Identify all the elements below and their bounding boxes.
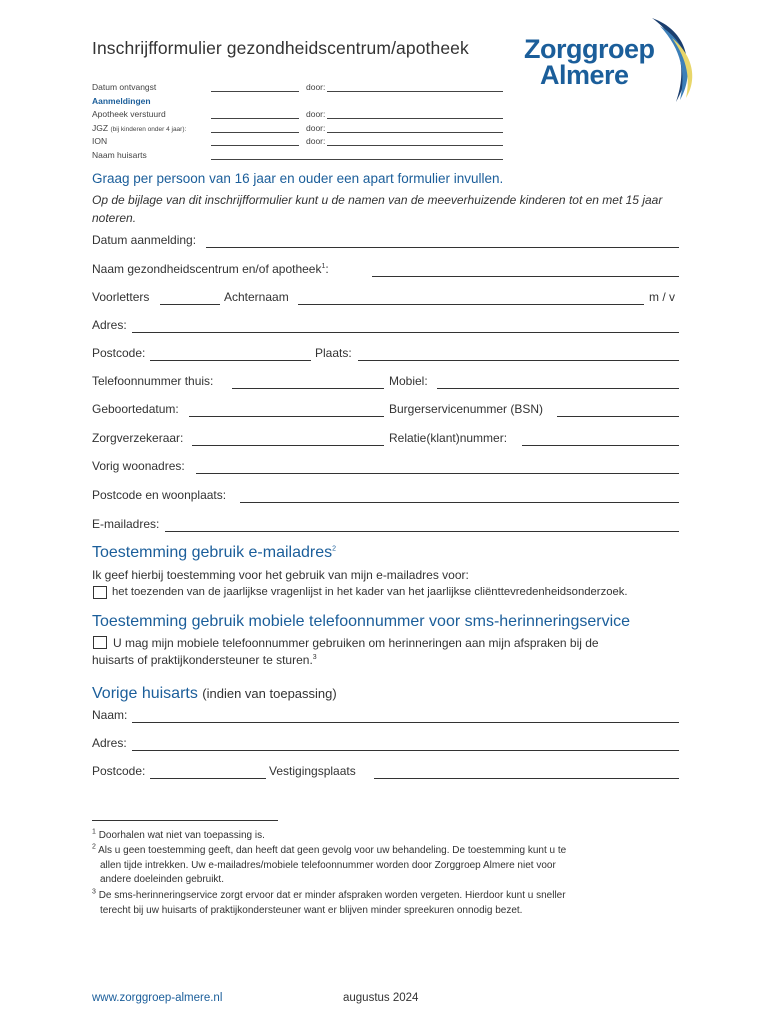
footnote-2-text-b: allen tijde intrekken. Uw e-mailadres/mobiele telefoonnummer worden door Zorggroep Almere niet voor xyxy=(100,859,556,871)
footnote-1 xyxy=(92,829,682,844)
datum-aanmelding-label: Datum aanmelding: xyxy=(92,233,197,247)
sms-consent-checkbox[interactable] xyxy=(93,636,107,649)
emailadres-input[interactable] xyxy=(165,531,679,532)
postcode-label: Postcode: xyxy=(92,346,146,360)
footnote-3 xyxy=(92,889,682,918)
vorige-huisarts-heading xyxy=(92,685,337,703)
field-telefoon xyxy=(92,374,679,394)
vorige-huisarts-heading-text: Vorige huisarts xyxy=(92,685,198,702)
geboortedatum-label: Geboortedatum: xyxy=(92,402,179,416)
footnote-divider xyxy=(92,820,278,821)
door-field[interactable] xyxy=(327,118,503,119)
sms-consent-heading: Toestemming gebruik mobiele telefoonnummer voor sms-herinneringservice xyxy=(92,613,631,630)
field-vh-postcode xyxy=(92,764,679,784)
vh-vestigingsplaats-input[interactable] xyxy=(374,778,679,779)
apotheek-verstuurd-label: Apotheek verstuurd xyxy=(92,109,166,120)
jgz-field[interactable] xyxy=(211,132,299,133)
achternaam-input[interactable] xyxy=(298,304,644,305)
door-field[interactable] xyxy=(327,91,503,92)
email-consent-text: Ik geef hierbij toestemming voor het gebruik van mijn e-mailadres voor: xyxy=(92,568,469,582)
vh-adres-input[interactable] xyxy=(132,750,679,751)
mobiel-input[interactable] xyxy=(437,388,679,389)
door-label: door: xyxy=(306,82,326,92)
footnote-3-text-a: De sms-herinneringservice zorgt ervoor dat er minder afspraken worden vergeten. Hierdoor kunt u sneller xyxy=(98,890,566,901)
footnote-1-text: Doorhalen wat niet van toepassing is. xyxy=(98,830,265,841)
footnote-3-line1 xyxy=(92,889,682,904)
naam-huisarts-label: Naam huisarts xyxy=(92,149,147,160)
vh-naam-label: Naam: xyxy=(92,708,128,722)
door-field[interactable] xyxy=(327,132,503,133)
jgz-label xyxy=(92,123,186,133)
datum-aanmelding-input[interactable] xyxy=(206,247,679,248)
vh-adres-label: Adres: xyxy=(92,736,127,750)
voorletters-input[interactable] xyxy=(160,304,220,305)
vh-vestigingsplaats-label: Vestigingsplaats xyxy=(269,764,356,778)
field-naam xyxy=(92,290,679,310)
footnote-ref: 3 xyxy=(312,654,317,661)
apotheek-verstuurd-field[interactable] xyxy=(211,118,299,119)
datum-ontvangst-label: Datum ontvangst xyxy=(92,82,157,92)
naam-huisarts-field[interactable] xyxy=(211,159,503,160)
bsn-input[interactable] xyxy=(557,416,679,417)
footnote-2-line1 xyxy=(92,844,682,859)
footnote-2-text-c: andere doeleinden gebruikt. xyxy=(100,874,224,885)
footnote-number: 2 xyxy=(92,843,96,851)
field-vh-naam xyxy=(92,708,679,728)
vh-postcode-input[interactable] xyxy=(150,778,266,779)
logo-text-line1: Zorggroep xyxy=(524,34,655,64)
achternaam-label: Achternaam xyxy=(224,290,289,304)
jgz-text: JGZ xyxy=(92,122,109,133)
datum-ontvangst-field[interactable] xyxy=(211,91,299,92)
field-vorig-woonadres xyxy=(92,459,679,479)
tel-thuis-label: Telefoonnummer thuis: xyxy=(92,374,214,388)
zorgverzekeraar-input[interactable] xyxy=(192,445,384,446)
vh-postcode-label: Postcode: xyxy=(92,764,146,778)
footnote-2-text-a: Als u geen toestemming geeft, dan heeft dat geen gevolg voor uw behandeling. De toestemming kunt u te xyxy=(98,845,567,856)
vorige-huisarts-note: (indien van toepassing) xyxy=(202,686,337,701)
field-postcode-plaats xyxy=(92,346,679,366)
naam-centrum-label xyxy=(92,262,329,276)
sms-consent-line2-text: huisarts of praktijkondersteuner te sturen. xyxy=(92,653,313,667)
footnote-3-text-b: terecht bij uw huisarts of praktijkondersteuner want er blijven minder spreekuren onnodig bezet. xyxy=(100,904,523,916)
naam-centrum-colon: : xyxy=(325,262,329,276)
form-title: Inschrijfformulier gezondheidscentrum/apotheek xyxy=(92,38,469,58)
plaats-input[interactable] xyxy=(358,360,679,361)
footer-url-link[interactable]: www.zorggroep-almere.nl xyxy=(92,992,223,1004)
field-verzekering xyxy=(92,431,679,451)
intro-text: Graag per persoon van 16 jaar en ouder een apart formulier invullen. xyxy=(92,171,504,186)
email-consent-option: het toezenden van de jaarlijkse vragenlijst in het kader van het jaarlijkse cliënttevredenheidsonderzoek. xyxy=(112,586,628,598)
ion-label: ION xyxy=(92,136,108,147)
footnote-number: 1 xyxy=(92,828,96,836)
note-text: Op de bijlage van dit inschrijfformulier kunt u de namen van de meeverhuizende kinderen tot en met 15 jaar noteren. xyxy=(92,193,663,225)
door-label: door: xyxy=(306,109,326,120)
zorgverzekeraar-label: Zorgverzekeraar: xyxy=(92,431,184,445)
email-consent-checkbox[interactable] xyxy=(93,586,107,599)
field-emailadres xyxy=(92,517,679,537)
field-datum-aanmelding xyxy=(92,233,679,253)
sms-consent-line2 xyxy=(92,653,317,667)
field-postcode-woonplaats xyxy=(92,488,679,508)
tel-thuis-input[interactable] xyxy=(232,388,384,389)
emailadres-label: E-mailadres: xyxy=(92,517,160,531)
ion-field[interactable] xyxy=(211,145,299,146)
door-label: door: xyxy=(306,136,326,147)
jgz-note: (bij kinderen onder 4 jaar): xyxy=(110,125,187,133)
mobiel-label: Mobiel: xyxy=(389,374,428,388)
adres-input[interactable] xyxy=(132,332,679,333)
relatienummer-label: Relatie(klant)nummer: xyxy=(389,431,508,445)
zorggroep-logo xyxy=(520,16,700,106)
voorletters-label: Voorletters xyxy=(92,290,150,304)
door-label: door: xyxy=(306,122,326,133)
geboortedatum-input[interactable] xyxy=(189,416,384,417)
sms-consent-line1: U mag mijn mobiele telefoonnummer gebruiken om herinneringen aan mijn afspraken bij de xyxy=(113,636,599,650)
field-geboorte-bsn xyxy=(92,402,679,422)
postcode-woonplaats-label: Postcode en woonplaats: xyxy=(92,488,227,502)
footnote-ref: 2 xyxy=(332,545,337,553)
adres-label: Adres: xyxy=(92,318,127,332)
relatienummer-input[interactable] xyxy=(522,445,679,446)
plaats-label: Plaats: xyxy=(315,346,352,360)
vh-naam-input[interactable] xyxy=(132,722,679,723)
postcode-input[interactable] xyxy=(150,360,311,361)
geslacht-option[interactable]: m / v xyxy=(649,290,675,304)
field-vh-adres xyxy=(92,736,679,756)
field-naam-centrum xyxy=(92,262,679,282)
naam-centrum-input[interactable] xyxy=(372,276,679,277)
bsn-label: Burgerservicenummer (BSN) xyxy=(389,402,544,416)
postcode-woonplaats-input[interactable] xyxy=(240,502,679,503)
footnote-number: 3 xyxy=(92,888,96,896)
footnote-2 xyxy=(92,844,682,888)
door-field[interactable] xyxy=(327,145,503,146)
email-consent-heading-text: Toestemming gebruik e-mailadres xyxy=(92,544,333,561)
logo-text-line2: Almere xyxy=(540,60,629,90)
field-adres xyxy=(92,318,679,338)
email-consent-heading xyxy=(92,544,336,562)
aanmeldingen-label: Aanmeldingen xyxy=(92,95,151,106)
vorig-woonadres-label: Vorig woonadres: xyxy=(92,459,185,473)
vorig-woonadres-input[interactable] xyxy=(196,473,679,474)
footer-date: augustus 2024 xyxy=(343,992,419,1004)
naam-centrum-text: Naam gezondheidscentrum en/of apotheek xyxy=(92,262,322,276)
footnote-ref: 1 xyxy=(321,263,326,270)
